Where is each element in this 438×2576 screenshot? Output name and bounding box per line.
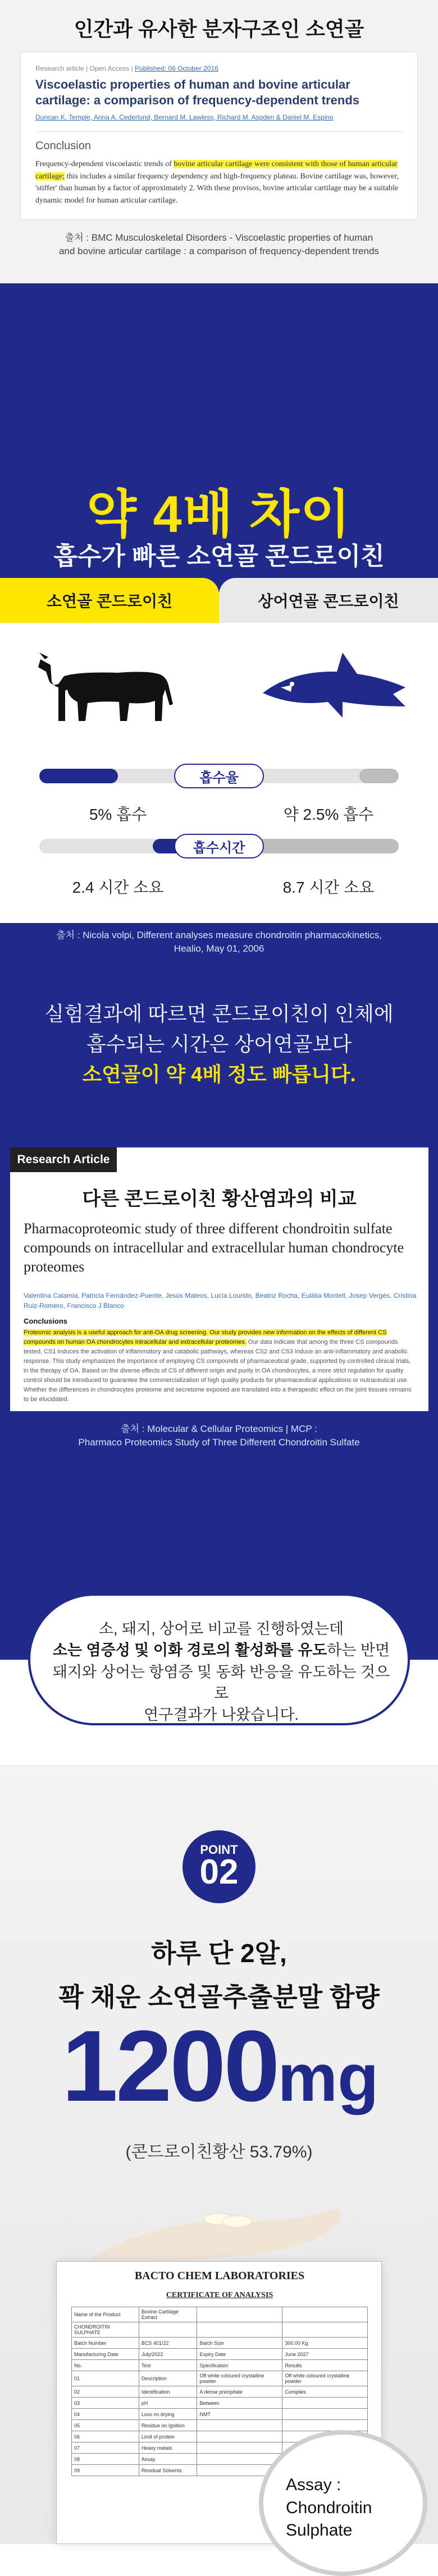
shark-absorption-value: 약 2.5% 흡수 [283,806,374,823]
highlighted-text: bovine articular cartilage were consistent with those of human articular cartilage; [35,160,398,181]
summary-line: 실험결과에 따르면 콘드로이친이 인체에 [44,1002,394,1025]
doc-table-cell: Assay [139,2454,197,2465]
doc-table-cell: 07 [72,2442,139,2454]
callout-line: 돼지와 상어는 항염증 및 동화 반응을 유도하는 것으로 [52,1663,390,1702]
doc-table-cell: Limit of protein [139,2431,197,2442]
source-line: Pharmaco Proteomics Study of Three Different Chondroitin Sulfate [78,1436,360,1448]
doc-table-cell [197,2420,282,2431]
doc-table-cell: 06 [72,2431,139,2442]
doc-table-row [72,2386,368,2398]
doc-table-cell: Bovine Cartilage Extract [139,2307,197,2322]
doc-table-cell: Test [139,2360,197,2371]
doc-table-row [72,2409,368,2420]
doc-table-cell: BCS 401/22 [139,2338,197,2349]
doc-table-cell [197,2454,282,2465]
doc-table-cell [197,2431,282,2442]
doc-table-cell: 05 [72,2420,139,2431]
paper-authors-link[interactable]: Valentina Calamia, Patricia Fernández-Puente, Jesús Mateos, Lucía Lourido, Beatriz Rocha, Eulália Montell, Josep Vergés, Cristina Ruiz-Romero, Francisco J Blanco [24,1292,417,1310]
hand-with-pills-icon [90,2197,348,2264]
doc-table-cell: Batch Number [72,2338,139,2349]
doc-table-row [72,2338,368,2349]
proteomic-study-section [0,976,438,1560]
conclusion-body [24,1328,417,1404]
experiment-summary [0,999,438,1090]
source-line: 출처 : Molecular & Cellular Proteomics | MCP : [121,1424,317,1434]
cow-icon [34,642,180,727]
cow-time-bar [39,839,197,853]
doc-table-cell [197,2442,282,2454]
subheadline: 흡수가 빠른 소연골 콘드로이친 [53,543,385,570]
doc-table-cell: Heavy metals [139,2442,197,2454]
cow-panel [0,578,219,923]
doc-table-cell [139,2322,197,2338]
doc-table-row [72,2322,368,2338]
headline-4x: 약 4배 차이 [86,486,352,543]
doc-table-cell: Batch Size [197,2338,282,2349]
paper-title: Pharmacoproteomic study of three different chondroitin sulfate compounds on intracellular and extracellular human chondrocyte proteomes [24,1220,404,1275]
paper-authors-link[interactable]: Duncan K. Temple, Anna A. Cederlund, Bernard M. Lawless, Richard M. Aspden & Daniel M. Espino [35,113,334,121]
conclusion-heading: Conclusions [24,1317,68,1325]
doc-table-cell: 03 [72,2398,139,2409]
doc-table-cell: pH [139,2398,197,2409]
paper-korean-title: 다른 콘드로이친 황산염과의 비교 [82,1188,357,1210]
doc-table-cell [282,2409,368,2420]
chondroitin-ratio: (콘드로이친황산 53.79%) [125,2143,313,2161]
headline-line-2: 꽉 채운 소연골추출분말 함량 [58,1982,380,2012]
doc-table-cell: Specification [197,2360,282,2371]
doc-table-cell: Off white coloured crystalline powder [197,2371,282,2386]
conclusion-body [35,158,403,207]
summary-line: 흡수되는 시간은 상어연골보다 [86,1032,352,1055]
mag-line: Assay : [286,2476,341,2494]
doc-table-cell [282,2322,368,2338]
shark-time-fill [241,839,399,853]
paper-title: Viscoelastic properties of human and bovine articular cartilage: a comparison of frequency-dependent trends [35,77,360,107]
shark-panel [219,578,438,923]
doc-table-cell: Description [139,2371,197,2386]
section-heading: 인간과 유사한 분자구조인 소연골 [74,17,364,40]
research-section-1 [0,0,438,283]
meta-access: Open Access [89,65,130,72]
source-citation [0,231,438,258]
doc-table-cell: CHONDROITIN SULPHATE [72,2322,139,2338]
meta-published-link[interactable]: Published: 06 October 2016 [135,65,218,72]
doc-table-cell: Complies [282,2386,368,2398]
dosage-section [0,1765,438,2544]
paper-meta: Research article | Open Access | Published: 06 October 2016 [35,65,218,72]
source-line: Healio, May 01, 2006 [174,943,264,954]
shark-absorption-bar [241,769,399,783]
callout-rest: 하는 반면 [327,1642,390,1659]
shark-icon [258,648,410,727]
source-citation [0,1422,438,1449]
callout-text [47,1618,395,1726]
doc-table-cell [282,2420,368,2431]
doc-table-cell [282,2398,368,2409]
species-comparison-section [0,1560,438,1765]
doc-table-cell: Residue on Ignition [139,2420,197,2431]
body-text-end: this includes a similar frequency dependency and high-frequency plateau. Bovine cartilage was, however, 'stiffer' than human by a factor of approximately 2. With these provisos, bovine articular cartilage may be a suitable dynamic model for human articular cartilage. [35,172,399,205]
summary-emphasis: 소연골이 약 4배 정도 빠릅니다. [82,1063,356,1086]
doc-table-cell: Residual Solvents [139,2465,197,2476]
doc-table-cell [197,2322,282,2338]
source-citation [0,929,438,956]
callout-bold: 소는 염증성 및 이화 경로의 활성화를 유도 [52,1642,327,1659]
doc-table-cell: 04 [72,2409,139,2420]
absorption-rate-label: 흡수율 [174,764,264,788]
callout-line [47,1640,395,1661]
cow-absorption-bar [39,769,197,783]
callout-line: 소, 돼지, 상어로 비교를 진행하였는데 [98,1620,344,1637]
dosage-amount [62,2006,379,2127]
doc-table-cell: Manufacturing Date [72,2349,139,2360]
cow-absorption-value: 5% 흡수 [89,806,147,823]
doc-table-cell: June 2027 [282,2349,368,2360]
point-badge [182,1830,256,1903]
doc-table-cell [197,2307,282,2322]
shark-time-bar [241,839,399,853]
doc-table-cell: Results [282,2360,368,2371]
doc-table-cell: 08 [72,2454,139,2465]
doc-table-cell: Loss on drying [139,2409,197,2420]
doc-table-cell: Expiry Date [197,2349,282,2360]
divider [35,131,403,132]
callout-line: 연구결과가 나왔습니다. [144,1706,299,1724]
meta-type: Research article [35,65,84,72]
point-label: POINT [200,1843,238,1857]
body-text-start: Frequency-dependent viscoelastic trends of [35,160,174,168]
doc-table-cell: NMT [197,2409,282,2420]
cow-absorption-fill [39,769,118,783]
shark-tab: 상어연골 콘드로이친 [219,578,438,623]
paper-card-2 [10,1147,428,1411]
doc-table-row [72,2360,368,2371]
magnified-text [286,2474,423,2542]
doc-table-cell: 02 [72,2386,139,2398]
source-line: 출처 : Nicola volpi, Different analyses measure chondroitin pharmacokinetics, [56,930,382,940]
doc-table-cell: No. [72,2360,139,2371]
doc-table-cell: Identification [139,2386,197,2398]
doc-table-row [72,2371,368,2386]
research-article-tag: Research Article [10,1147,117,1172]
doc-table-row [72,2398,368,2409]
doc-table-cell: A dense precipitate [197,2386,282,2398]
doc-table-cell: Between [197,2398,282,2409]
doc-table-row [72,2420,368,2431]
cow-tab: 소연골 콘드로이친 [0,578,219,623]
dosage-unit: mg [277,2040,379,2115]
doc-company: BACTO CHEM LABORATORIES [134,2270,305,2282]
comparison-panel [0,578,438,923]
source-line: 출처 : BMC Musculoskeletal Disorders - Viscoelastic properties of human [65,232,373,243]
headline-line-1: 하루 단 2알, [151,1939,287,1968]
point-number: 02 [199,1853,239,1891]
paper-card [20,52,418,220]
doc-table-row [72,2307,368,2322]
rounded-callout [28,1594,410,1725]
doc-table-cell: July/2022 [139,2349,197,2360]
mag-line: Chondroitin Sulphate [286,2498,372,2540]
shark-time-value: 8.7 시간 소요 [282,879,375,896]
magnifier-lens [259,2430,427,2576]
absorption-time-label: 흡수시간 [174,834,264,858]
doc-table-cell [282,2307,368,2322]
doc-table-cell: 300.00 Kg [282,2338,368,2349]
doc-table-row [72,2349,368,2360]
conclusion-heading: Conclusion [35,140,91,152]
cow-time-value: 2.4 시간 소요 [72,879,164,896]
certificate-of-analysis [56,2261,382,2544]
doc-table-cell: Name of the Product [72,2307,139,2322]
doc-title: CERTIFICATE OF ANALYSIS [166,2291,273,2299]
highlighted-text: Proteomic analysis is a useful approach for anti-OA drug screening. Our study provides new information on the effects of different CS compounds on human OA chondrocytes intracellular and extracellular proteomes. [24,1329,387,1346]
doc-table-cell: Off white coloured crystalline powder [282,2371,368,2386]
shark-absorption-fill [359,769,399,783]
source-line: and bovine articular cartilage : a comparison of frequency-dependent trends [59,245,379,256]
body-text: Our data indicate that among the three CS compounds tested, CS1 induces the activation of inflammatory and catabolic pathways, whereas CS2 and CS3 induce an anti-inflammatory and anabolic response. This study emphasizes the importance of employing CS compounds of pharmaceutical grade, supported by controlled clinical trials, in the therapy of OA. Based on the diverse effects of CS of different origin and purity in OA chondrocytes, a more strict regulation for quality control should be introduced to guarantee the commercialization of high quality products for pharmaceutical applications or nutraceutical use. Whether the differences in chondrocytes proteome and secretome exposed are translated into a therapeutic effect on the joint tissues remains to be elucidated. [24,1339,412,1403]
doc-table-cell: 09 [72,2465,139,2476]
doc-table-cell: 01 [72,2371,139,2386]
dosage-number: 1200 [62,2010,278,2123]
